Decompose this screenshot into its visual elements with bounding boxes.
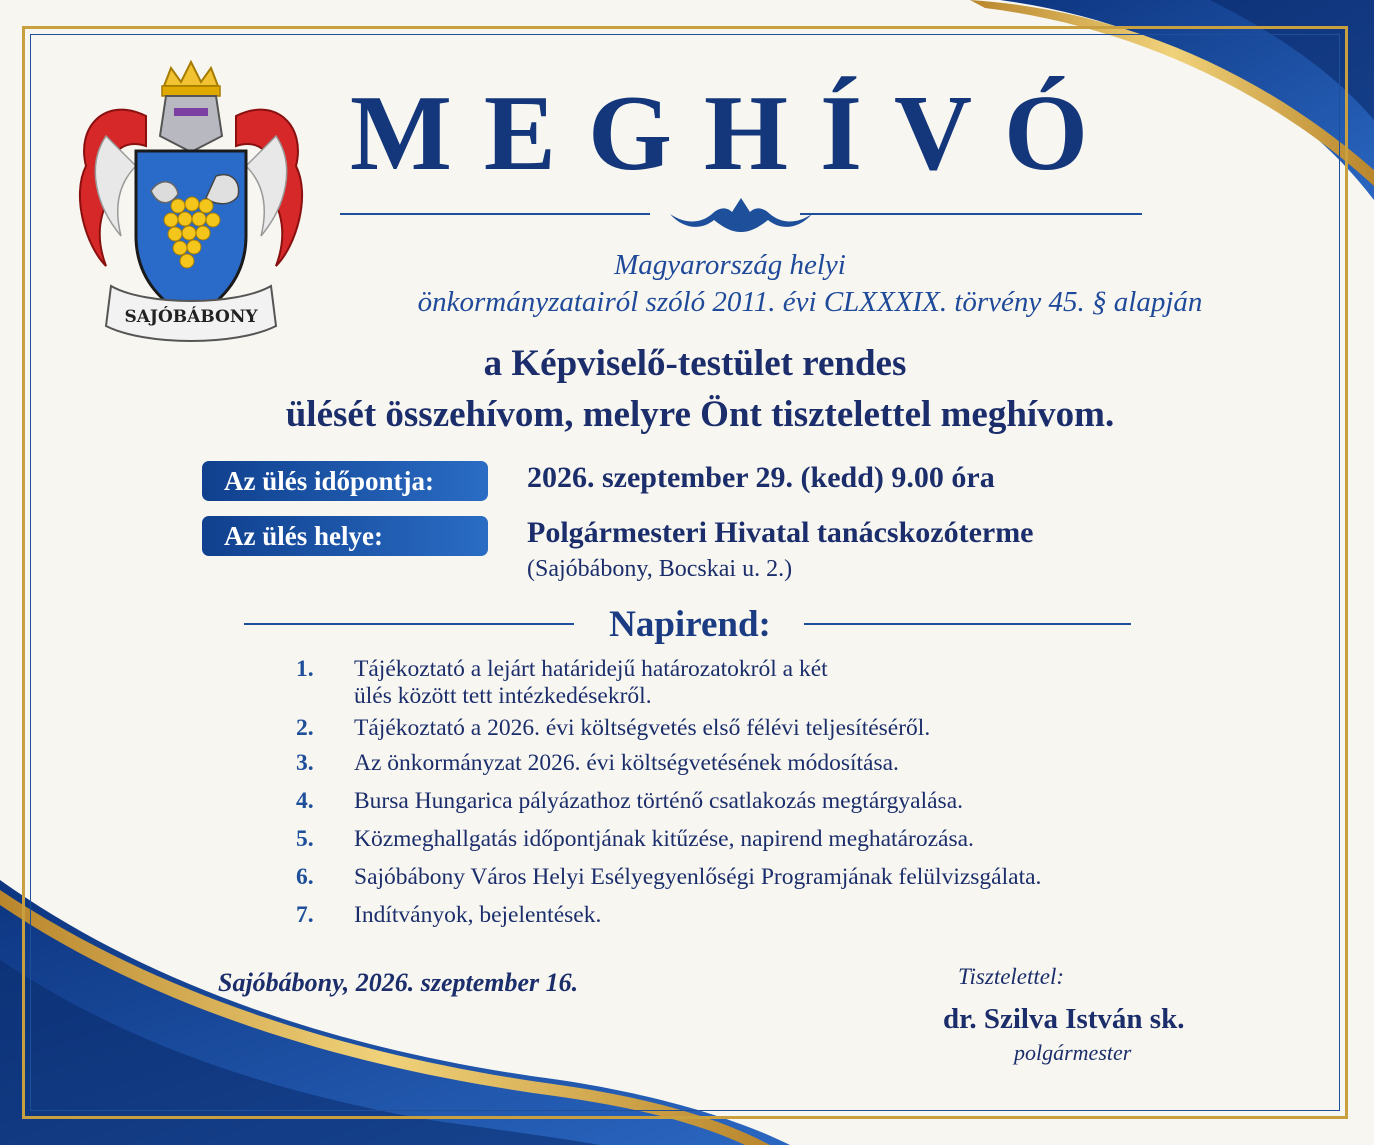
agenda-item: [290, 864, 1170, 891]
agenda-item: [290, 656, 1170, 710]
headline-line-1: a Képviselő-testület rendes: [483, 343, 907, 384]
place-and-date: Sajóbábony, 2026. szeptember 16.: [218, 968, 579, 997]
title-ornament-icon: [340, 192, 1142, 236]
agenda-item-number: 1.: [296, 656, 314, 682]
agenda-item-number: 2.: [296, 715, 314, 741]
agenda-item: [290, 788, 1170, 815]
meeting-place-value: Polgármesteri Hivatal tanácskozóterme: [527, 516, 1034, 549]
agenda-list: [290, 656, 1170, 929]
agenda-item: [290, 715, 1170, 742]
signature-greeting: Tisztelettel:: [958, 964, 1065, 989]
agenda-item-number: 6.: [296, 864, 314, 890]
meeting-time-label: Az ülés időpontja:: [202, 461, 488, 501]
agenda-divider-left: [244, 623, 574, 625]
agenda-item: [290, 750, 1170, 777]
coat-of-arms-icon: [66, 56, 316, 361]
agenda-item-number: 3.: [296, 750, 314, 776]
agenda-item: [290, 826, 1170, 853]
page-title: MEGHÍVÓ: [349, 74, 1120, 193]
agenda-item-number: 4.: [296, 788, 314, 814]
agenda-item-number: 7.: [296, 902, 314, 928]
agenda-item-text: Az önkormányzat 2026. évi költségvetésének módosítása.: [354, 750, 899, 776]
meeting-time-value: 2026. szeptember 29. (kedd) 9.00 óra: [527, 461, 995, 494]
agenda-item-text: Bursa Hungarica pályázathoz történő csatlakozás megtárgyalása.: [354, 788, 964, 814]
agenda-item-text: Tájékoztató a lejárt határidejű határozatokról a két: [354, 656, 828, 682]
agenda-item-text: Közmeghallgatás időpontjának kitűzése, napirend meghatározása.: [354, 826, 974, 852]
agenda-divider-right: [804, 623, 1131, 625]
agenda-title: Napirend:: [609, 604, 771, 645]
agenda-item-text: Indítványok, bejelentések.: [354, 902, 602, 928]
headline-line-2: ülését összehívom, melyre Önt tisztelettel meghívom.: [285, 394, 1115, 435]
crest-ribbon-text: SAJÓBÁBONY: [124, 307, 258, 327]
intro-line-2: önkormányzatairól szóló 2011. évi CLXXXIX. törvény 45. § alapján: [417, 286, 1203, 318]
meeting-place-label: Az ülés helye:: [202, 516, 488, 556]
agenda-item-text: Tájékoztató a 2026. évi költségvetés első félévi teljesítéséről.: [354, 715, 931, 741]
agenda-item-text: Sajóbábony Város Helyi Esélyegyenlőségi Programjának felülvizsgálata.: [354, 864, 1042, 890]
signer-title: polgármester: [1014, 1040, 1132, 1065]
agenda-item-text-cont: ülés között tett intézkedésekről.: [354, 683, 652, 709]
meeting-place-address: (Sajóbábony, Bocskai u. 2.): [527, 556, 793, 582]
agenda-item-number: 5.: [296, 826, 314, 852]
agenda-item: [290, 902, 1170, 929]
signer-name: dr. Szilva István sk.: [943, 1003, 1185, 1035]
intro-line-1: Magyarország helyi: [614, 249, 846, 281]
